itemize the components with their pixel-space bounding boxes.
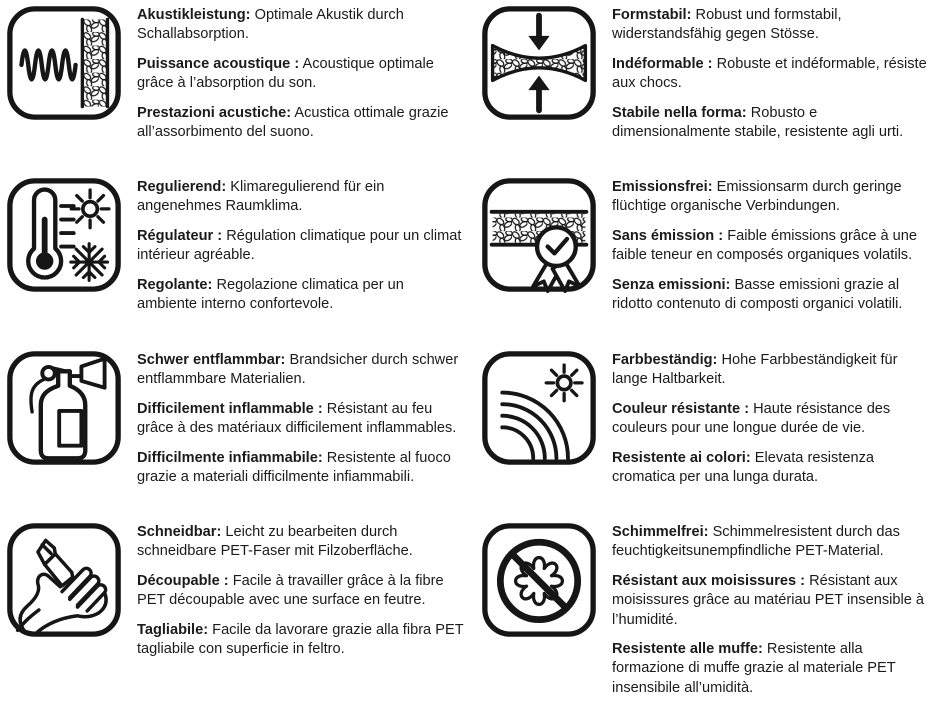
feature-block-regulating (0, 177, 468, 350)
feature-text: Résistant aux moisissures grâce au matériau PET insensible à l’humidité. (612, 572, 925, 628)
compression-arrows-icon (481, 5, 597, 121)
feature-label: Découpable : (137, 572, 229, 589)
feature-text: Régulation climatique pour un climat intérieur agréable. (137, 227, 462, 264)
feature-entry-fr (612, 572, 936, 630)
fire-extinguisher-icon (6, 350, 122, 466)
feature-text: Basse emissioni grazie al ridotto contenuto di composti organici volatili. (612, 276, 903, 313)
feature-label: Schimmelfrei: (612, 524, 709, 540)
feature-block-colorfast (468, 350, 936, 522)
feature-entry-de (137, 178, 467, 217)
feature-label: Formstabil: (612, 7, 692, 23)
feature-texts (137, 178, 467, 350)
feature-text: Optimale Akustik durch Schallabsorption. (137, 7, 404, 43)
feature-label: Stabile nella forma: (612, 104, 747, 121)
low-emission-certificate-icon (481, 177, 597, 293)
feature-entry-it (612, 276, 936, 315)
feature-texts (137, 6, 467, 177)
feature-label: Regulierend: (137, 179, 227, 195)
feature-block-mold-free (468, 522, 936, 708)
feature-entry-it (612, 640, 936, 698)
feature-text: Facile da lavorare grazie alla fibra PET tagliabile con superficie in feltro. (137, 621, 464, 658)
feature-text: Brandsicher durch schwer entflammbare Materialien. (137, 352, 459, 388)
feature-texts (612, 6, 936, 177)
feature-entry-de (612, 178, 936, 217)
feature-text: Resistente alla formazione di muffe grazie al materiale PET insensibile all’umidità. (612, 641, 896, 696)
no-mold-icon (481, 522, 597, 638)
feature-entry-de (612, 523, 936, 562)
feature-entry-de (612, 351, 936, 390)
feature-label: Indéformable : (612, 55, 713, 72)
feature-text: Hohe Farbbeständigkeit für lange Haltbarkeit. (612, 352, 898, 388)
feature-entry-it (612, 449, 936, 488)
feature-label: Resistente ai colori: (612, 449, 751, 466)
sound-absorption-icon (6, 5, 122, 121)
feature-entry-fr (612, 55, 936, 94)
feature-entry-fr (612, 227, 936, 266)
feature-text: Acustica ottimale grazie all’assorbimento del suono. (137, 104, 449, 141)
feature-entry-fr (137, 227, 467, 266)
feature-entry-fr (612, 400, 936, 439)
feature-entry-de (612, 6, 936, 45)
feature-block-cuttable (0, 522, 468, 708)
feature-label: Tagliabile: (137, 621, 209, 638)
hand-cutter-knife-icon (6, 522, 122, 638)
feature-entry-de (137, 6, 467, 45)
feature-label: Regolante: (137, 276, 213, 293)
feature-block-form-stable (468, 5, 936, 177)
feature-text: Klimaregulierend für ein angenehmes Raumklima. (137, 179, 385, 215)
feature-texts (137, 523, 467, 708)
feature-entry-de (137, 351, 467, 390)
snowflake-icon (71, 244, 108, 281)
feature-texts (612, 523, 936, 708)
feature-text: Elevata resistenza cromatica per una lunga durata. (612, 449, 874, 486)
feature-text: Haute résistance des couleurs pour une longue durée de vie. (612, 400, 891, 437)
feature-label: Résistant aux moisissures : (612, 572, 806, 589)
feature-label: Senza emissioni: (612, 276, 731, 293)
feature-block-acoustic (0, 5, 468, 177)
feature-label: Emissionsfrei: (612, 179, 713, 195)
feature-label: Schneidbar: (137, 524, 222, 540)
feature-text: Facile à travailler grâce à la fibre PET découpable avec une surface en feutre. (137, 572, 444, 609)
feature-texts (137, 351, 467, 522)
feature-text: Resistente al fuoco grazie a materiali difficilmente infiammabili. (137, 449, 451, 486)
feature-text: Acoustique optimale grâce à l’absorption du son. (137, 55, 434, 92)
feature-text: Faible émissions grâce à une faible teneur en composés organiques volatils. (612, 227, 918, 264)
feature-text: Robusto e dimensionalmente stabile, resistente agli urti. (612, 104, 904, 141)
feature-label: Couleur résistante : (612, 400, 750, 417)
feature-block-flame-retardant (0, 350, 468, 522)
feature-label: Puissance acoustique : (137, 55, 300, 72)
feature-entry-de (137, 523, 467, 562)
feature-text: Emissionsarm durch geringe flüchtige organische Verbindungen. (612, 179, 902, 215)
feature-label: Akustikleistung: (137, 7, 251, 23)
feature-entry-fr (137, 400, 467, 439)
feature-entry-fr (137, 55, 467, 94)
feature-label: Difficilement inflammable : (137, 400, 323, 417)
feature-label: Resistente alle muffe: (612, 641, 763, 658)
feature-text: Robust und formstabil, widerstandsfähig gegen Stösse. (612, 7, 842, 43)
feature-entry-it (137, 449, 467, 488)
feature-text: Résistant au feu grâce à des matériaux difficilement inflammables. (137, 400, 457, 437)
thermometer-sun-snowflake-icon (6, 177, 122, 293)
feature-label: Régulateur : (137, 227, 223, 244)
feature-entry-it (137, 104, 467, 143)
feature-text: Robuste et indéformable, résiste aux chocs. (612, 55, 927, 92)
feature-text: Leicht zu bearbeiten durch schneidbare PET-Faser mit Filzoberfläche. (137, 524, 413, 560)
feature-block-emission-free (468, 177, 936, 350)
feature-text: Schimmelresistent durch das feuchtigkeitsunempfindliche PET-Material. (612, 524, 900, 560)
feature-entry-it (137, 621, 467, 660)
feature-label: Prestazioni acustiche: (137, 104, 292, 121)
feature-entry-it (137, 276, 467, 315)
feature-texts (612, 178, 936, 350)
feature-label: Difficilmente infiammabile: (137, 449, 323, 466)
feature-label: Sans émission : (612, 227, 724, 244)
feature-label: Farbbeständig: (612, 352, 718, 368)
feature-text: Regolazione climatica per un ambiente interno confortevole. (137, 276, 404, 313)
feature-texts (612, 351, 936, 522)
feature-label: Schwer entflammbar: (137, 352, 286, 368)
feature-entry-fr (137, 572, 467, 611)
rainbow-sun-icon (481, 350, 597, 466)
feature-entry-it (612, 104, 936, 143)
